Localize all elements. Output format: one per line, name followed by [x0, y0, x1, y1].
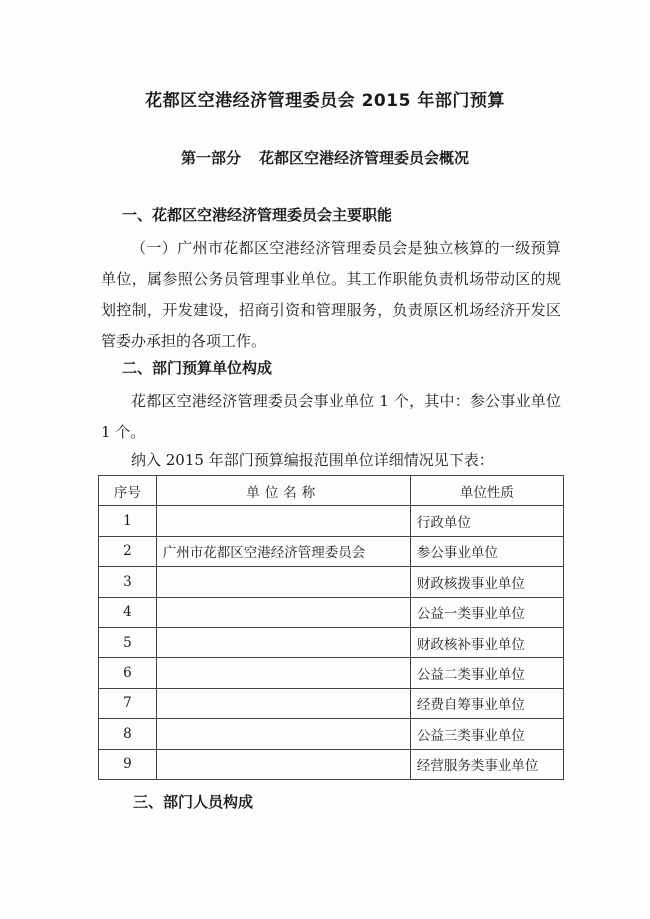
- table-row: [99, 749, 564, 779]
- row-number: 3: [99, 567, 157, 597]
- section2-paragraph: 花都区空港经济管理委员会事业单位 1 个，其中：参公事业单位 1 个。: [101, 392, 561, 441]
- unit-name: [156, 688, 410, 718]
- header-type: 单位性质: [410, 476, 563, 506]
- row-number: 9: [99, 749, 157, 779]
- unit-name: 广州市花都区空港经济管理委员会: [156, 536, 410, 566]
- document-title: 花都区空港经济管理委员会 2015 年部门预算: [145, 91, 505, 111]
- unit-type: 行政单位: [410, 506, 563, 536]
- part-title: 花都区空港经济管理委员会概况: [259, 149, 470, 167]
- unit-name: [156, 627, 410, 657]
- part-label: 第一部分: [180, 149, 241, 167]
- section3-heading: 三、部门人员构成: [133, 793, 254, 811]
- row-number: 5: [99, 627, 157, 657]
- table-row: [99, 658, 564, 688]
- section2-heading: 二、部门预算单位构成: [122, 359, 273, 377]
- unit-name: [156, 506, 410, 536]
- unit-type: 经营服务类事业单位: [410, 749, 563, 779]
- table-header-row: [99, 476, 564, 506]
- row-number: 2: [99, 536, 157, 566]
- table-row: [99, 597, 564, 627]
- part-heading: [0, 147, 650, 168]
- row-number: 6: [99, 658, 157, 688]
- unit-type: 财政核拨事业单位: [410, 567, 563, 597]
- unit-type: 参公事业单位: [410, 536, 563, 566]
- table-row: [99, 719, 564, 749]
- table-row: [99, 688, 564, 718]
- unit-name: [156, 567, 410, 597]
- table-row: [99, 567, 564, 597]
- unit-name: [156, 658, 410, 688]
- unit-name: [156, 597, 410, 627]
- header-name: 单位名称: [156, 476, 410, 506]
- unit-name: [156, 719, 410, 749]
- unit-type: 财政核补事业单位: [410, 627, 563, 657]
- unit-type: 公益一类事业单位: [410, 597, 563, 627]
- unit-type: 公益二类事业单位: [410, 658, 563, 688]
- section1-heading: 一、花都区空港经济管理委员会主要职能: [122, 206, 393, 224]
- row-number: 4: [99, 597, 157, 627]
- unit-type: 经费自筹事业单位: [410, 688, 563, 718]
- unit-name: [156, 749, 410, 779]
- table-row: [99, 627, 564, 657]
- section1-paragraph: （一）广州市花都区空港经济管理委员会是独立核算的一级预算单位，属参照公务员管理事业单位。其工作职能负责机场带动区的规划控制，开发建设，招商引资和管理服务，负责原区机场经济开发区管委办承担的各项工作。: [101, 239, 561, 350]
- row-number: 8: [99, 719, 157, 749]
- table-row: [99, 506, 564, 536]
- unit-type: 公益三类事业单位: [410, 719, 563, 749]
- table-intro: 纳入 2015 年部门预算编报范围单位详细情况见下表：: [131, 451, 494, 469]
- header-no: 序号: [99, 476, 157, 506]
- row-number: 1: [99, 506, 157, 536]
- units-table: [98, 475, 564, 780]
- row-number: 7: [99, 688, 157, 718]
- table-row: [99, 536, 564, 566]
